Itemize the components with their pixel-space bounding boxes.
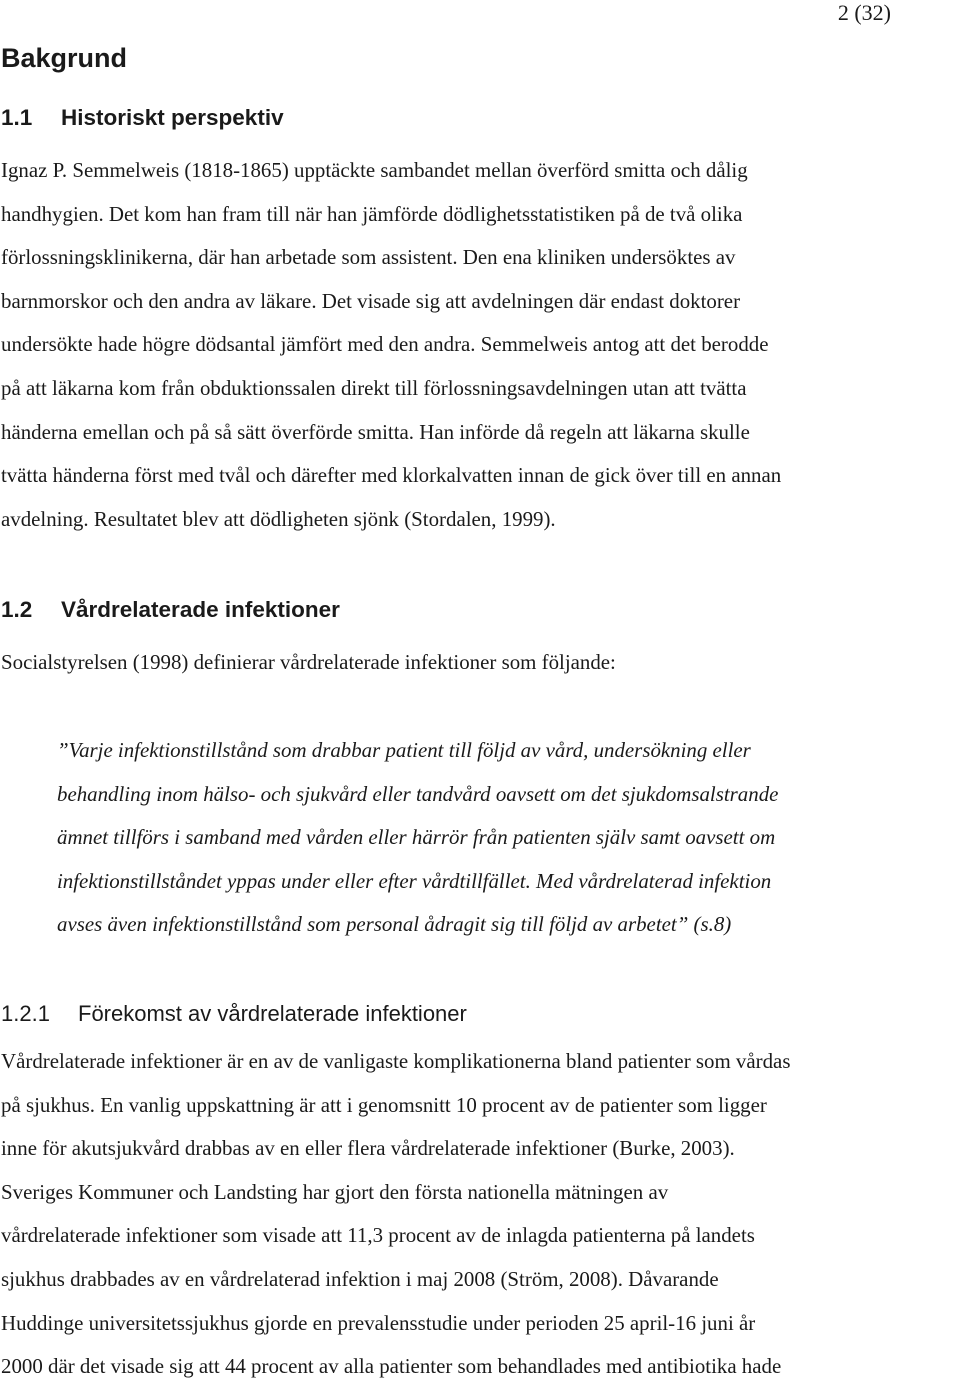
- quote-line: behandling inom hälso- och sjukvård eller tandvård oavsett om det sjukdomsalstrande: [57, 781, 779, 806]
- section-title: Historiskt perspektiv: [61, 105, 284, 130]
- section-heading-1-2: [1, 596, 340, 624]
- text-line: Ignaz P. Semmelweis (1818-1865) upptäckte sambandet mellan överförd smitta och dålig: [1, 158, 748, 182]
- text-line: undersökte hade högre dödsantal jämfört med den andra. Semmelweis antog att det berodde: [1, 332, 769, 357]
- text-line: barnmorskor och den andra av läkare. Det visade sig att avdelningen där endast doktorer: [1, 288, 741, 313]
- chapter-heading: Bakgrund: [1, 43, 128, 73]
- paragraph-definition-intro: [1, 641, 960, 685]
- quote-line: avses även infektionstillstånd som personal ådragit sig till följd av arbetet” (s.8): [57, 912, 732, 937]
- page-number: 2 (32): [837, 0, 891, 25]
- text-line: på sjukhus. En vanlig uppskattning är att i genomsnitt 10 procent av de patienter som ligger: [1, 1092, 767, 1117]
- section-heading-1-2-1: [1, 1000, 467, 1028]
- text-line: inne för akutsjukvård drabbas av en eller flera vårdrelaterade infektioner (Burke, 2003).: [1, 1136, 735, 1161]
- text-line: händerna emellan och på så sätt överförde smitta. Han införde då regeln att läkarna skulle: [1, 419, 750, 444]
- section-heading-1-1: [1, 104, 284, 132]
- block-quote: [57, 729, 957, 947]
- text-line: 2000 där det visade sig att 44 procent av alla patienter som behandlades med antibiotika hade: [1, 1354, 782, 1379]
- text-line: Sveriges Kommuner och Landsting har gjort den första nationella mätningen av: [1, 1179, 669, 1204]
- text-line: Socialstyrelsen (1998) definierar vårdrelaterade infektioner som följande:: [1, 650, 616, 674]
- section-title: Förekomst av vårdrelaterade infektioner: [78, 1001, 467, 1026]
- text-line: Huddinge universitetssjukhus gjorde en prevalensstudie under perioden 25 april-16 juni år: [1, 1310, 756, 1335]
- text-line: vårdrelaterade infektioner som visade att 11,3 procent av de inlagda patienterna på landets: [1, 1223, 755, 1248]
- text-line: Vårdrelaterade infektioner är en av de vanligaste komplikationerna bland patienter som vårdas: [1, 1049, 791, 1073]
- paragraph-forekomst: [1, 1040, 960, 1389]
- quote-line: ”Varje infektionstillstånd som drabbar patient till följd av vård, undersökning eller: [57, 738, 751, 762]
- section-title: Vårdrelaterade infektioner: [61, 597, 340, 622]
- text-line: handhygien. Det kom han fram till när han jämförde dödlighetsstatistiken på de två olika: [1, 201, 743, 226]
- text-line: avdelning. Resultatet blev att dödligheten sjönk (Stordalen, 1999).: [1, 506, 556, 531]
- section-number: 1.2.1: [1, 1001, 50, 1026]
- section-number: 1.2: [1, 597, 33, 622]
- text-line: på att läkarna kom från obduktionssalen direkt till förlossningsavdelningen utan att tvätta: [1, 375, 747, 400]
- text-line: förlossningsklinikerna, där han arbetade som assistent. Den ena kliniken undersöktes av: [1, 245, 736, 270]
- paragraph-historiskt-perspektiv: [1, 149, 960, 541]
- quote-line: ämnet tillförs i samband med vården eller härrör från patienten själv samt oavsett om: [57, 825, 776, 850]
- section-number: 1.1: [1, 105, 33, 130]
- text-line: tvätta händerna först med tvål och därefter med klorkalvatten innan de gick över till en annan: [1, 463, 782, 488]
- text-line: sjukhus drabbades av en vårdrelaterad infektion i maj 2008 (Ström, 2008). Dåvarande: [1, 1266, 719, 1291]
- quote-line: infektionstillståndet yppas under eller efter vårdtillfället. Med vårdrelaterad infektion: [57, 868, 772, 893]
